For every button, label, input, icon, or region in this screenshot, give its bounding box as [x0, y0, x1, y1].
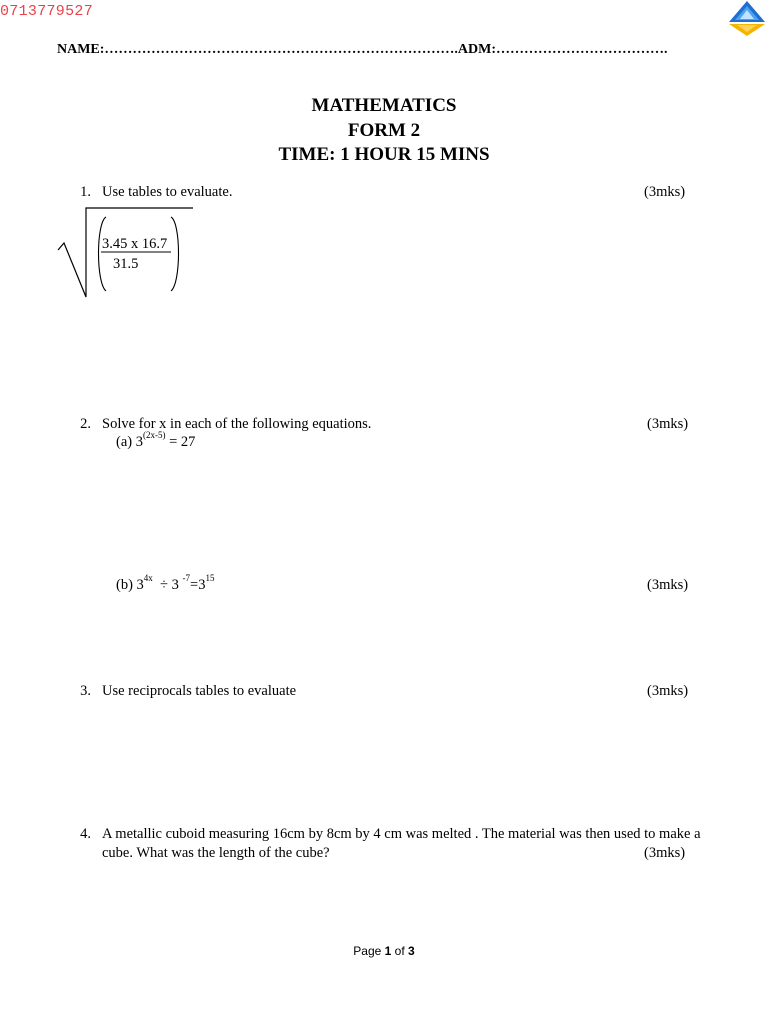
q2b-label: (b) [116, 577, 133, 593]
school-logo-icon [727, 0, 767, 38]
q3-text: Use reciprocals tables to evaluate [102, 683, 297, 699]
q2-marks: (3mks) [647, 416, 689, 432]
page-number: 1 [384, 944, 392, 958]
q2-number: 2. [80, 416, 91, 432]
name-adm-line: NAME:………………………………………………………………….ADM:………………………………. [57, 42, 668, 57]
q3-number: 3. [80, 683, 91, 699]
q2a-base: 3 [135, 434, 143, 450]
q1-text: Use tables to evaluate. [102, 184, 233, 200]
q1-marks: (3mks) [644, 184, 686, 200]
page-word: Page [353, 944, 382, 958]
q2-text: Solve for x in each of the following equations. [102, 416, 372, 432]
q2b-exponent2: -7 [182, 573, 191, 584]
page-footer [0, 944, 768, 958]
q2a-exponent: (2x-5) [142, 430, 166, 441]
form-title: FORM 2 [347, 120, 421, 141]
q2a-rest: = 27 [165, 434, 196, 450]
q2a-label: (a) [116, 434, 133, 450]
q2b-equals: =3 [190, 577, 206, 593]
q3-marks: (3mks) [647, 683, 689, 699]
q1-denominator: 31.5 [113, 256, 139, 272]
q4-number: 4. [80, 826, 91, 842]
q2b-divide: ÷ 3 [152, 577, 183, 593]
page-total: 3 [408, 944, 415, 958]
q2b-equation [116, 573, 215, 594]
q4-text-line1: A metallic cuboid measuring 16cm by 8cm by 4 cm was melted . The material was then used to make a [102, 826, 701, 842]
of-word: of [394, 944, 405, 958]
q2b-exponent1: 4x [143, 573, 153, 584]
q2b-exponent3: 15 [205, 573, 215, 584]
q2a-equation [116, 430, 196, 451]
q2b-base1: 3 [136, 577, 144, 593]
subject-title: MATHEMATICS [311, 95, 457, 116]
q4-marks: (3mks) [644, 845, 686, 861]
q2b-marks: (3mks) [647, 577, 689, 593]
q1-numerator: 3.45 x 16.7 [102, 236, 168, 252]
time-title: TIME: 1 HOUR 15 MINS [278, 144, 490, 165]
phone-number: 0713779527 [0, 3, 94, 20]
q1-number: 1. [80, 184, 91, 200]
q4-text-line2: cube. What was the length of the cube? [102, 845, 330, 861]
